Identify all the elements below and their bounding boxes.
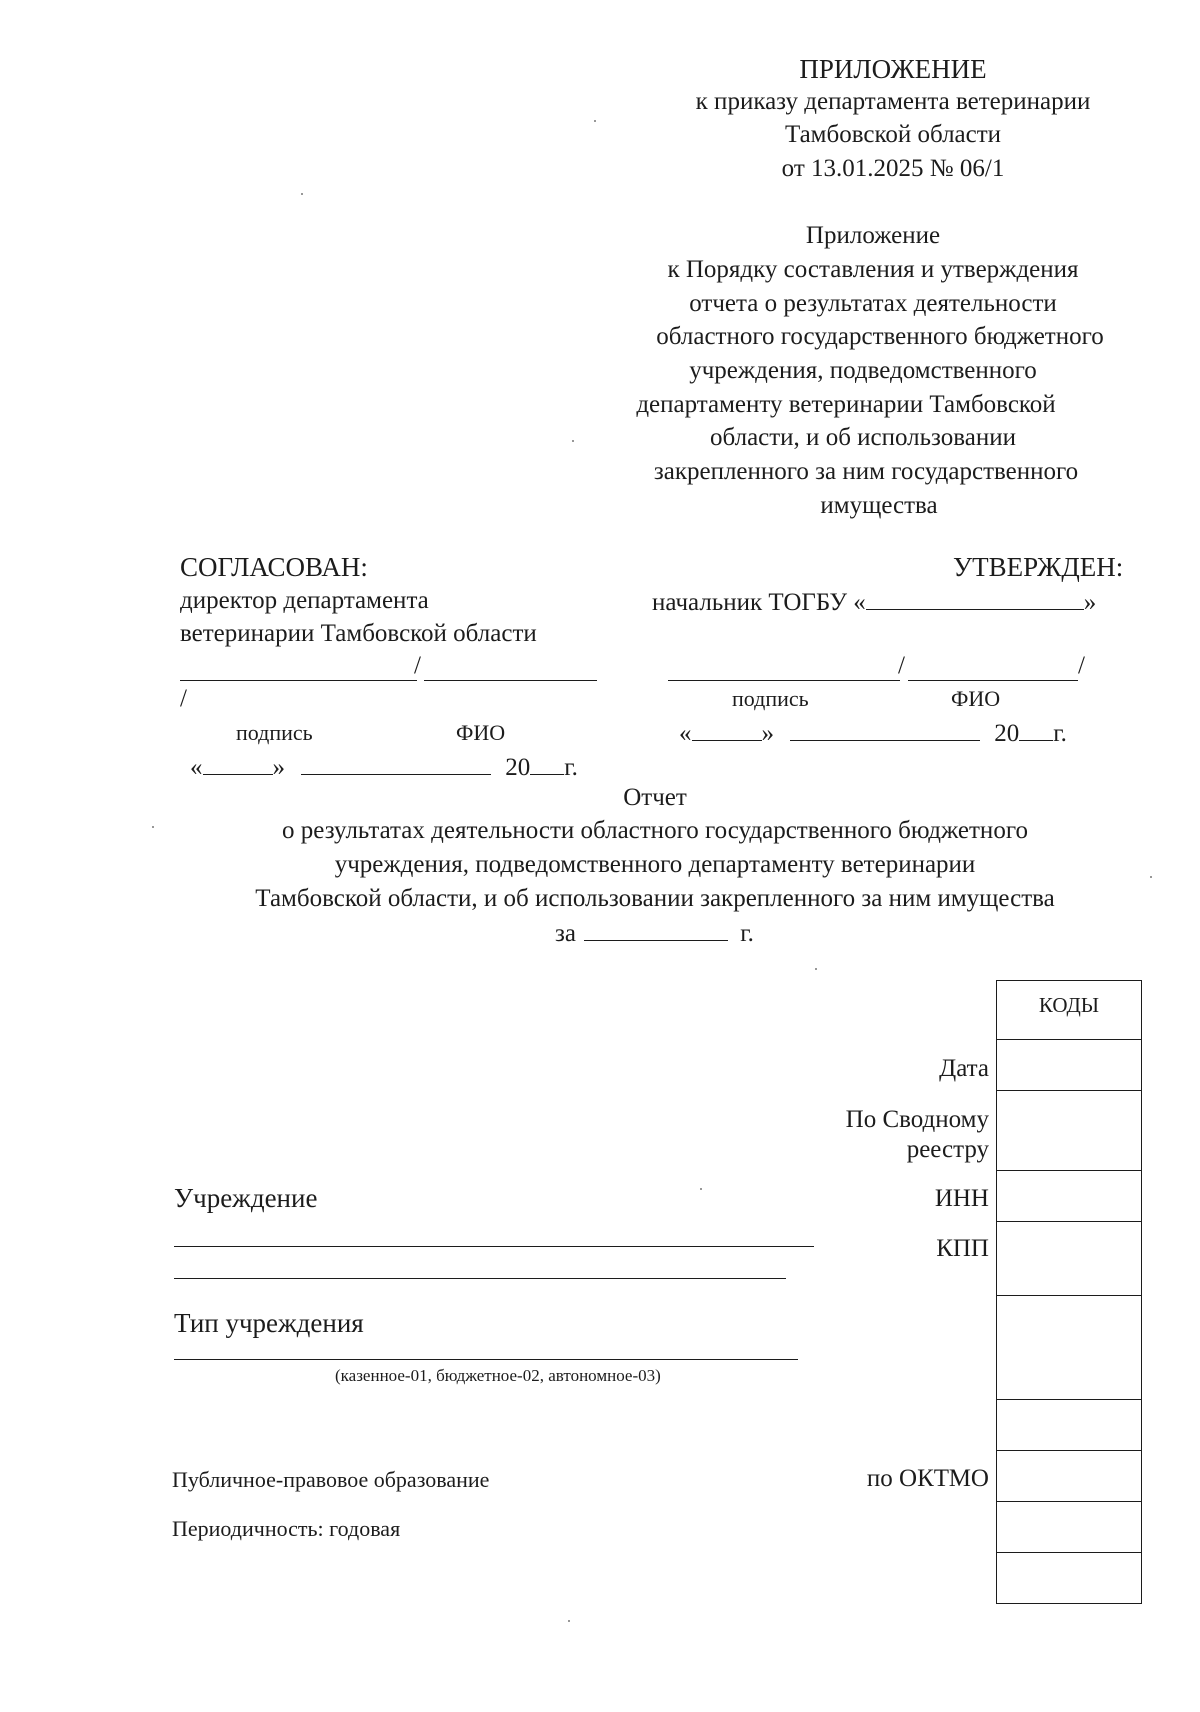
approved-slash-2: / bbox=[1078, 652, 1085, 679]
report-title: Отчет bbox=[623, 784, 687, 811]
public-entity-label: Публичное-правовое образование bbox=[172, 1467, 490, 1492]
appendix-line-7: закрепленного за ним государственного bbox=[653, 458, 1079, 485]
agreed-signature-line bbox=[180, 680, 417, 681]
agreed-line-1: директор департамента bbox=[180, 587, 429, 614]
appendix-line-4: учреждения, подведомственного bbox=[689, 357, 1037, 384]
header-line-2: Тамбовской области bbox=[784, 121, 1002, 148]
approved-signature-line bbox=[668, 680, 900, 681]
agreed-sign-label: подпись bbox=[236, 720, 313, 745]
header-title: ПРИЛОЖЕНИЕ bbox=[799, 54, 987, 84]
approved-slash: / bbox=[898, 652, 905, 679]
approved-title: УТВЕРЖДЕН: bbox=[953, 552, 1124, 582]
code-type-cell[interactable] bbox=[997, 1296, 1141, 1400]
approved-line-1: начальник ТОГБУ « » bbox=[652, 589, 1097, 616]
appendix-line-6: области, и об использовании bbox=[709, 424, 1017, 451]
agreed-date: « » 20 г. bbox=[190, 754, 578, 781]
approved-fio-label: ФИО bbox=[951, 686, 1001, 711]
approved-date: « » 20 г. bbox=[679, 720, 1067, 747]
institution-type-label: Тип учреждения bbox=[174, 1308, 364, 1338]
report-line-1: о результатах деятельности областного государственного бюджетного bbox=[282, 817, 1028, 844]
approved-sign-label: подпись bbox=[732, 686, 809, 711]
agreed-fio-line bbox=[424, 680, 597, 681]
codes-label-kpp: КПП bbox=[936, 1235, 989, 1262]
institution-type-hint: (казенное-01, бюджетное-02, автономное-03) bbox=[335, 1366, 661, 1385]
agreed-fio-label: ФИО bbox=[456, 720, 506, 745]
code-date-cell[interactable] bbox=[997, 1040, 1141, 1091]
institution-label: Учреждение bbox=[174, 1183, 318, 1213]
codes-label-inn: ИНН bbox=[934, 1185, 989, 1212]
appendix-line-3: областного государственного бюджетного bbox=[656, 323, 1104, 350]
institution-line-1[interactable] bbox=[174, 1246, 814, 1247]
code-inn-cell[interactable] bbox=[997, 1171, 1141, 1222]
codes-label-registry-1: По Сводному bbox=[845, 1106, 989, 1133]
agreed-line-2: ветеринарии Тамбовской области bbox=[180, 620, 537, 647]
code-last-cell[interactable] bbox=[997, 1553, 1141, 1603]
appendix-line-2: отчета о результатах деятельности bbox=[689, 290, 1057, 317]
institution-line-2[interactable] bbox=[174, 1278, 786, 1279]
agreed-slash-2: / bbox=[180, 685, 187, 712]
appendix-line-5: департаменту ветеринарии Тамбовской bbox=[636, 391, 1056, 418]
report-period: за г. bbox=[555, 920, 754, 947]
appendix-title: Приложение bbox=[805, 222, 941, 249]
code-extra-cell[interactable] bbox=[997, 1400, 1141, 1451]
report-line-2: учреждения, подведомственного департаменту ветеринарии bbox=[334, 851, 976, 878]
codes-table bbox=[996, 980, 1142, 1604]
code-oktmo-2-cell[interactable] bbox=[997, 1502, 1141, 1553]
agreed-slash: / bbox=[414, 652, 421, 679]
code-oktmo-cell[interactable] bbox=[997, 1451, 1141, 1502]
periodicity-label: Периодичность: годовая bbox=[172, 1516, 401, 1541]
codes-label-date: Дата bbox=[939, 1055, 989, 1082]
appendix-line-1: к Порядку составления и утверждения bbox=[667, 256, 1079, 283]
agreed-title: СОГЛАСОВАН: bbox=[180, 552, 368, 582]
codes-label-registry-2: реестру bbox=[906, 1136, 989, 1163]
report-line-3: Тамбовской области, и об использовании закрепленного за ним имущества bbox=[255, 885, 1055, 912]
header-line-3: от 13.01.2025 № 06/1 bbox=[781, 155, 1005, 182]
codes-header: КОДЫ bbox=[997, 981, 1141, 1040]
header-line-1: к приказу департамента ветеринарии bbox=[695, 88, 1091, 115]
appendix-line-8: имущества bbox=[820, 492, 938, 519]
code-kpp-cell[interactable] bbox=[997, 1222, 1141, 1296]
code-registry-cell[interactable] bbox=[997, 1091, 1141, 1171]
codes-label-oktmo: по ОКТМО bbox=[866, 1465, 989, 1492]
approved-fio-line bbox=[908, 680, 1078, 681]
institution-type-line[interactable] bbox=[174, 1359, 798, 1360]
